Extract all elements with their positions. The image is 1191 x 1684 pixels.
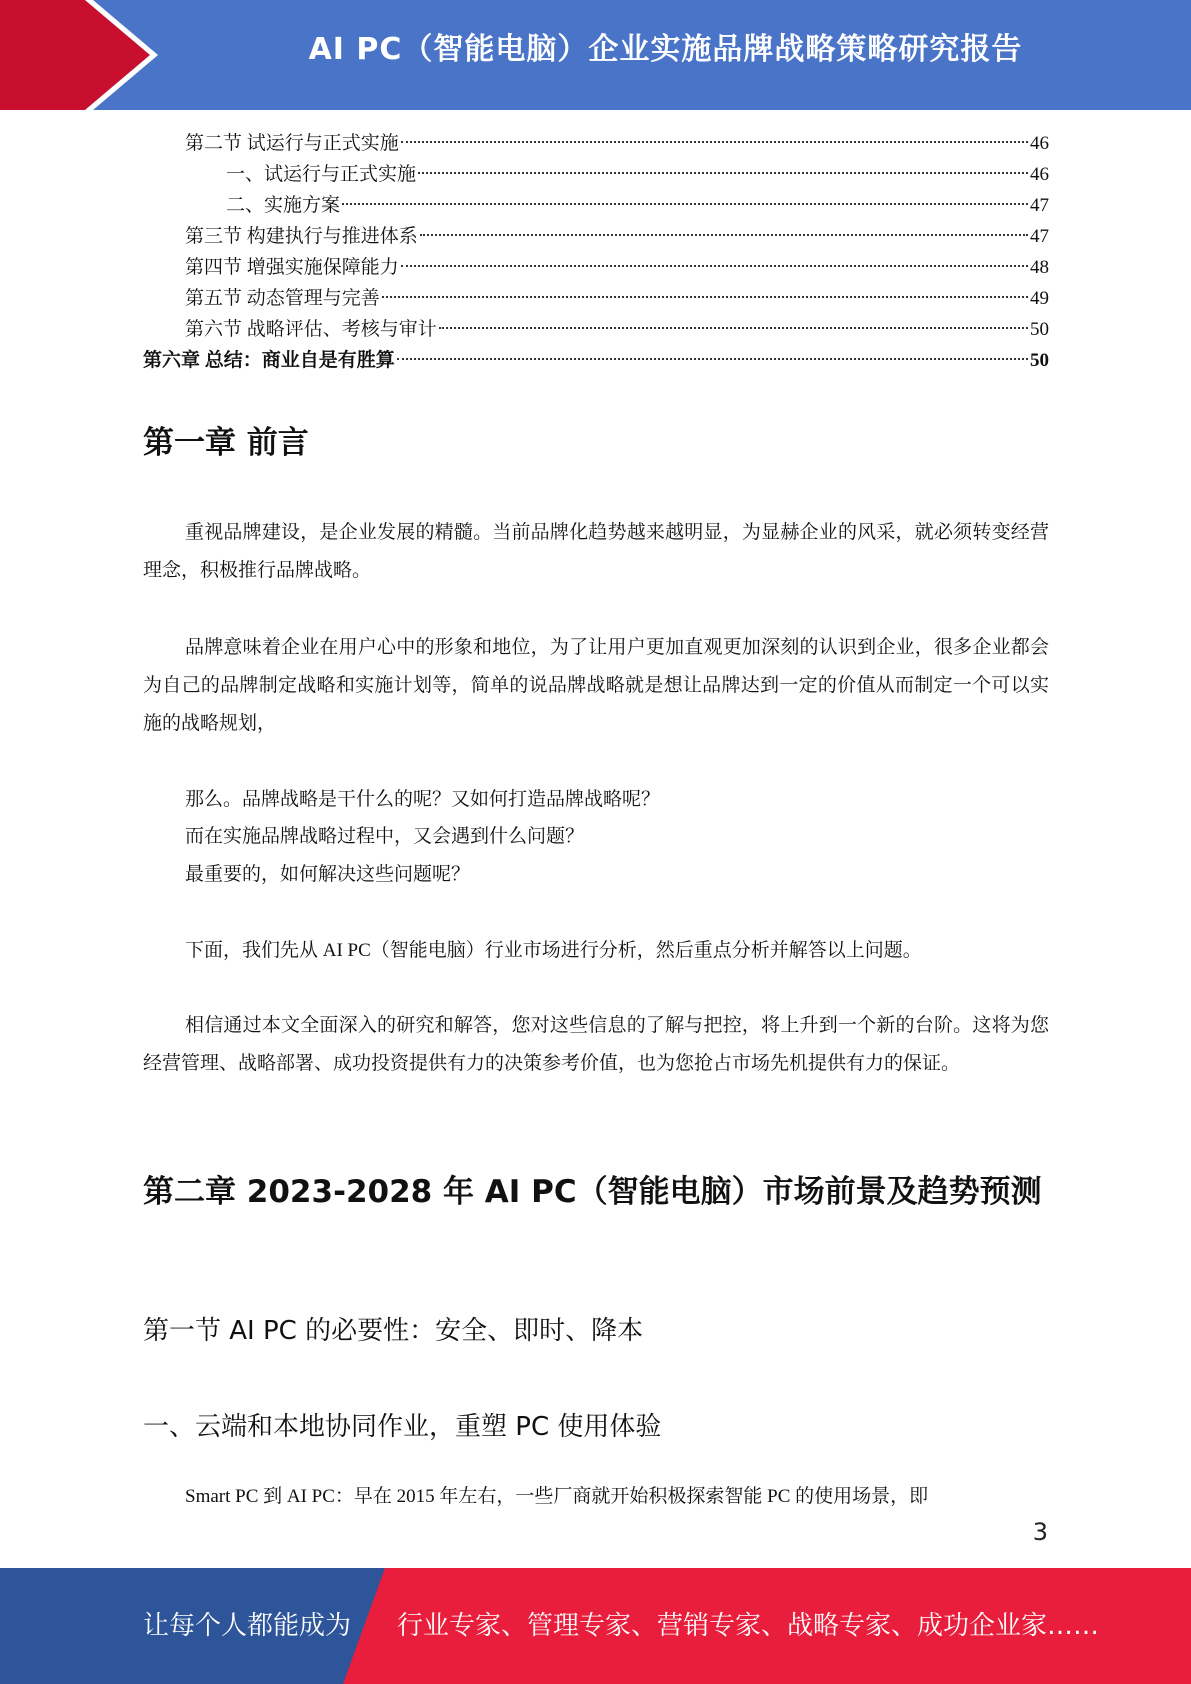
footer-slogan-right: 行业专家、管理专家、营销专家、战略专家、成功企业家…… (397, 1611, 1100, 1641)
toc-entry-page: 49 (1030, 288, 1049, 309)
toc-entry-page: 48 (1030, 257, 1049, 278)
toc-entry-text: 第六章 总结：商业自是有胜算 (143, 350, 395, 371)
toc-entry-text: 第三节 构建执行与推进体系 (185, 226, 418, 247)
toc-entry-text: 第四节 增强实施保障能力 (185, 257, 399, 278)
body-paragraph: 下面，我们先从 AI PC（智能电脑）行业市场进行分析，然后重点分析并解答以上问题。 (185, 940, 922, 961)
toc-entry-page: 47 (1030, 226, 1049, 247)
body-paragraph: Smart PC 到 AI PC：早在 2015 年左右，一些厂商就开始积极探索智能 PC 的使用场景，即 (185, 1486, 929, 1507)
toc-entry[interactable] (143, 159, 1049, 190)
toc-leader (420, 234, 1028, 236)
chapter-heading: 第一章 前言 (143, 425, 309, 461)
body-paragraph: 重视品牌建设，是企业发展的精髓。当前品牌化趋势越来越明显，为显赫企业的风采，就必须转变经营理念，积极推行品牌战略。 (143, 522, 1049, 581)
toc-entry[interactable] (143, 314, 1049, 345)
toc-entry-text: 第五节 动态管理与完善 (185, 288, 380, 309)
toc-entry-chapter[interactable] (143, 345, 1049, 376)
toc-leader (401, 141, 1028, 143)
question-line: 而在实施品牌战略过程中，又会遇到什么问题？ (185, 826, 585, 847)
report-title: AI PC（智能电脑）企业实施品牌战略策略研究报告 (308, 32, 1023, 67)
body-paragraph: 相信通过本文全面深入的研究和解答，您对这些信息的了解与把控，将上升到一个新的台阶。这将为您经营管理、战略部署、成功投资提供有力的决策参考价值，也为您抢占市场先机提供有力的保证。 (143, 1015, 1049, 1074)
toc-leader (418, 172, 1028, 174)
toc-entry[interactable] (143, 252, 1049, 283)
toc-entry-text: 二、实施方案 (226, 195, 341, 216)
toc-entry-page: 50 (1030, 350, 1049, 371)
footer-slogan-left: 让每个人都能成为 (143, 1611, 352, 1641)
toc-leader (397, 358, 1028, 360)
subsection-heading: 一、云端和本地协同作业，重塑 PC 使用体验 (143, 1412, 662, 1442)
toc-entry-page: 47 (1030, 195, 1049, 216)
page-header (0, 0, 1191, 110)
toc-entry-page: 50 (1030, 319, 1049, 340)
toc-entry[interactable] (143, 221, 1049, 252)
toc-entry-text: 第二节 试运行与正式实施 (185, 133, 399, 154)
toc-entry-page: 46 (1030, 133, 1049, 154)
body-paragraph: 品牌意味着企业在用户心中的形象和地位，为了让用户更加直观更加深刻的认识到企业，很多企业都会为自己的品牌制定战略和实施计划等，简单的说品牌战略就是想让品牌达到一定的价值从而制定一个可以实施的战略规划， (143, 637, 1049, 734)
toc-leader (439, 327, 1028, 329)
chapter-heading: 第二章 2023-2028 年 AI PC（智能电脑）市场前景及趋势预测 (143, 1174, 1042, 1210)
page-number: 3 (1032, 1518, 1048, 1546)
toc-entry[interactable] (143, 190, 1049, 221)
toc-leader (401, 265, 1028, 267)
question-line: 那么。品牌战略是干什么的呢？又如何打造品牌战略呢？ (185, 789, 661, 810)
table-of-contents (143, 128, 1049, 376)
page-footer (0, 1568, 1191, 1684)
toc-entry[interactable] (143, 283, 1049, 314)
section-heading: 第一节 AI PC 的必要性：安全、即时、降本 (143, 1316, 644, 1346)
toc-leader (382, 296, 1028, 298)
toc-entry-text: 一、试运行与正式实施 (226, 164, 417, 185)
toc-entry-page: 46 (1030, 164, 1049, 185)
question-line: 最重要的，如何解决这些问题呢？ (185, 864, 471, 885)
toc-leader (342, 203, 1028, 205)
header-arrow-decoration (0, 0, 170, 110)
toc-entry[interactable] (143, 128, 1049, 159)
toc-entry-text: 第六节 战略评估、考核与审计 (185, 319, 437, 340)
